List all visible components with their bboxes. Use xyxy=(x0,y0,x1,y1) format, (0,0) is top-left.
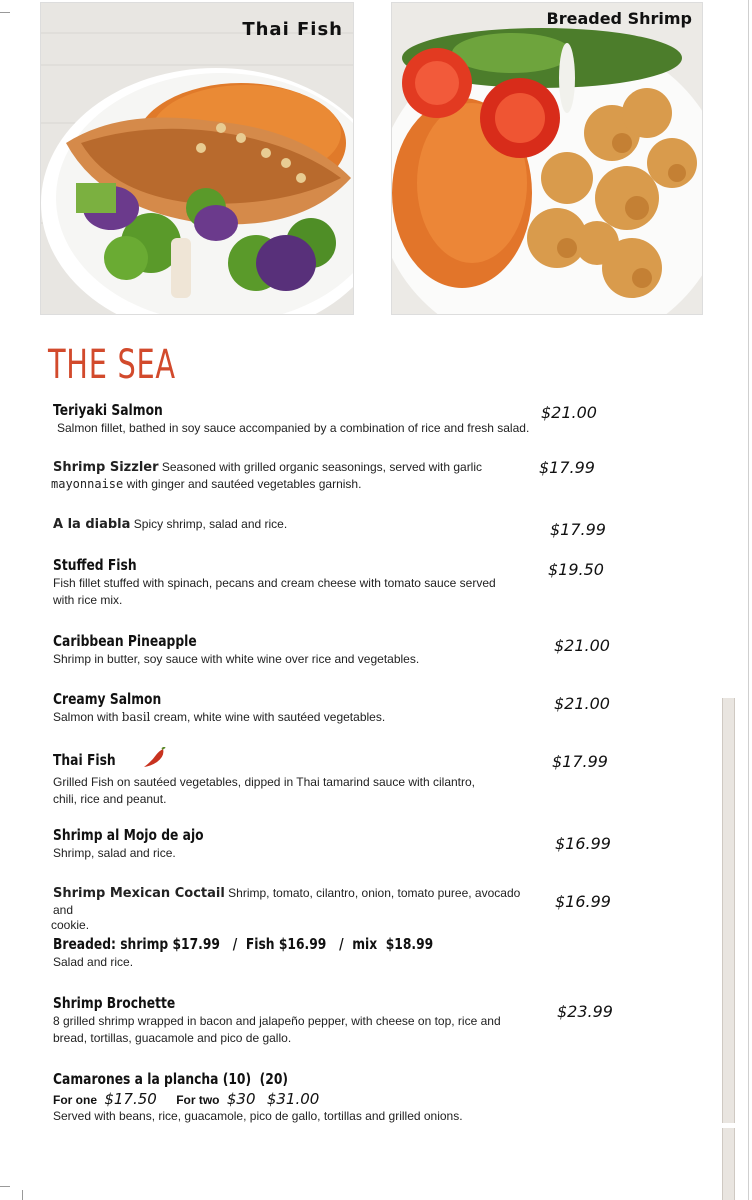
item-price: $21.00 xyxy=(554,694,610,713)
menu-item-thai-fish xyxy=(53,747,493,808)
menu-item-stuffed-fish xyxy=(53,556,518,609)
breaded-shrimp-photo xyxy=(391,2,703,315)
item-name: Teriyaki Salmon xyxy=(53,401,163,419)
item-name: Shrimp Mexican Coctail xyxy=(53,886,225,901)
item-description-rest: cream, white wine with sautéed vegetables. xyxy=(150,710,386,724)
serving-options xyxy=(53,1090,513,1108)
scrollbar-track-lower[interactable] xyxy=(722,1128,735,1200)
item-name: Creamy Salmon xyxy=(53,690,162,708)
item-name: Shrimp al Mojo de ajo xyxy=(53,826,204,844)
item-price: $17.99 xyxy=(550,520,606,539)
item-price: $21.00 xyxy=(554,636,610,655)
item-price: $17.99 xyxy=(552,752,608,771)
item-description-rest: cookie. xyxy=(51,918,90,932)
item-description: Salmon with xyxy=(53,710,122,724)
menu-item-breaded xyxy=(53,935,553,971)
item-description: Spicy shrimp, salad and rice. xyxy=(133,517,288,531)
item-description: Shrimp, tomato, cilantro, onion, tomato puree, avocado and xyxy=(53,886,521,917)
scrollbar-thumb[interactable] xyxy=(722,698,735,1123)
section-title: THE SEA xyxy=(48,342,176,388)
item-price: $19.50 xyxy=(548,560,604,579)
menu-item-teriyaki-salmon xyxy=(53,401,533,437)
item-description-mayonnaise: mayonnaise xyxy=(51,477,124,491)
for-two-price: $30 xyxy=(226,1090,256,1108)
item-description: Fish fillet stuffed with spinach, pecans and cream cheese with tomato sauce served with rice mix. xyxy=(53,576,496,607)
crop-mark xyxy=(0,12,10,21)
for-one-label: For one xyxy=(53,1093,97,1107)
item-name: Shrimp Brochette xyxy=(53,994,176,1012)
item-description: Seasoned with grilled organic seasonings, served with garlic xyxy=(161,460,483,474)
menu-item-shrimp-al-mojo-de-ajo xyxy=(53,826,533,862)
item-price: $21.00 xyxy=(541,403,597,422)
thai-fish-photo xyxy=(40,2,354,315)
photo-caption: Thai Fish xyxy=(242,19,343,40)
item-name: Shrimp Sizzler xyxy=(53,460,159,475)
crop-mark xyxy=(0,1186,10,1195)
item-description: Shrimp in butter, soy sauce with white wine over rice and vegetables. xyxy=(53,652,420,666)
item-price: $17.99 xyxy=(539,458,595,477)
menu-item-caribbean-pineapple xyxy=(53,632,533,668)
item-name: Caribbean Pineapple xyxy=(53,632,197,650)
item-description-rest: with ginger and sautéed vegetables garnish. xyxy=(123,477,362,491)
for-one-price: $17.50 xyxy=(104,1090,157,1108)
chili-pepper-icon xyxy=(142,747,166,774)
menu-item-creamy-salmon xyxy=(53,690,533,726)
item-name: A la diabla xyxy=(53,517,131,532)
page-edge xyxy=(748,0,749,1200)
menu-item-a-la-diabla xyxy=(53,516,533,533)
item-name: Thai Fish xyxy=(53,750,116,769)
item-price: $16.99 xyxy=(555,892,611,911)
menu-item-shrimp-brochette xyxy=(53,994,503,1047)
item-description: Shrimp, salad and rice. xyxy=(53,846,176,860)
item-price: $16.99 xyxy=(555,834,611,853)
menu-item-shrimp-mexican-coctail xyxy=(53,885,543,932)
item-description-basil: basil xyxy=(121,710,151,724)
crop-mark xyxy=(22,1190,31,1200)
item-description: Salad and rice. xyxy=(53,955,134,969)
menu-item-camarones-a-la-plancha xyxy=(53,1070,513,1125)
for-two-price-alt: $31.00 xyxy=(266,1090,320,1108)
photo-caption: Breaded Shrimp xyxy=(546,9,692,28)
for-two-label: For two xyxy=(176,1093,220,1107)
item-price: $23.99 xyxy=(557,1002,613,1021)
item-description: Served with beans, rice, guacamole, pico de gallo, tortillas and grilled onions. xyxy=(53,1109,463,1123)
item-description: 8 grilled shrimp wrapped in bacon and jalapeño pepper, with cheese on top, rice and bread, tortillas, guacamole and pico de gallo. xyxy=(53,1014,501,1045)
item-description: Salmon fillet, bathed in soy sauce accompanied by a combination of rice and fresh salad. xyxy=(57,421,530,435)
item-description: Grilled Fish on sautéed vegetables, dipped in Thai tamarind sauce with cilantro, chili, rice and peanut. xyxy=(53,775,476,806)
menu-item-shrimp-sizzler xyxy=(53,459,538,493)
item-name: Camarones a la plancha (10) (20) xyxy=(53,1070,289,1088)
item-name: Breaded: shrimp $17.99 / Fish $16.99 / mix $18.99 xyxy=(53,935,434,953)
item-name: Stuffed Fish xyxy=(53,556,137,574)
